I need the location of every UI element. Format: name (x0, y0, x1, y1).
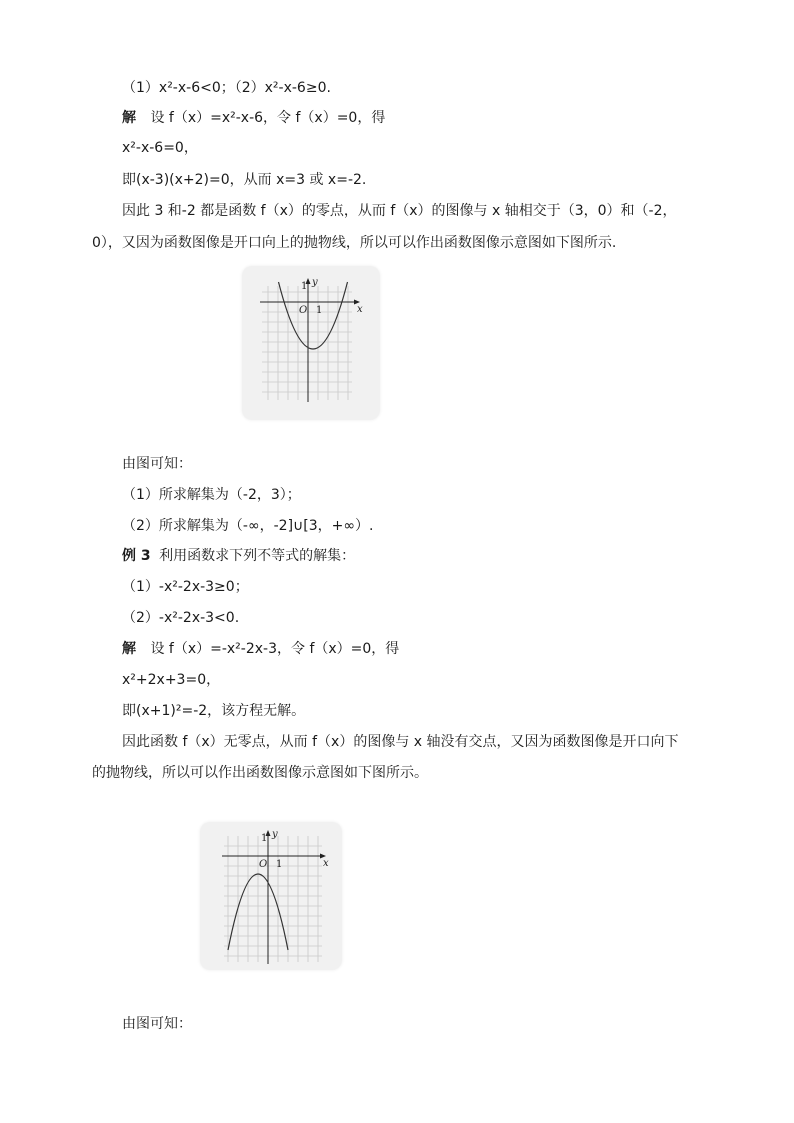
equation-line-2: x²+2x+3=0， (122, 672, 221, 688)
conclusion-intro: 由图可知： (122, 456, 192, 472)
solution-label: 解 (122, 641, 136, 657)
grid (262, 286, 352, 400)
example-label: 例 3 (122, 548, 151, 564)
x-axis-label: x (357, 304, 363, 315)
inequality-problem-line: （1）x²-x-6<0；（2）x²-x-6≥0. (122, 80, 331, 96)
unit-y-label: 1 (301, 281, 308, 292)
completed-square-line: 即(x+1)²=-2，该方程无解。 (122, 703, 306, 719)
conclusion-intro-2: 由图可知： (122, 1016, 192, 1032)
graph-downward-parabola (200, 822, 342, 970)
example-3-heading (122, 546, 355, 566)
unit-y-label: 1 (261, 833, 268, 844)
y-axis-label: y (272, 829, 278, 840)
explanation-line-3: 因此函数 f（x）无零点，从而 f（x）的图像与 x 轴没有交点，又因为函数图像是开口向下 (122, 734, 679, 750)
example-3-part-2: （2）-x²-2x-3<0. (122, 610, 240, 626)
unit-x-label: 1 (276, 859, 283, 870)
factored-line: 即(x-3)(x+2)=0，从而 x=3 或 x=-2. (122, 172, 367, 188)
equation-line: x²-x-6=0， (122, 140, 198, 156)
origin-label: O (259, 859, 268, 870)
example-text: 利用函数求下列不等式的解集： (159, 548, 356, 564)
example-3-part-1: （1）-x²-2x-3≥0； (122, 579, 249, 595)
origin-label: O (299, 305, 308, 316)
grid (224, 836, 322, 962)
solution-text: 设 f（x）=-x²-2x-3，令 f（x）=0，得 (150, 641, 400, 657)
solution-line-2 (122, 639, 399, 659)
answer-1: （1）所求解集为（-2，3）； (122, 487, 301, 503)
explanation-line-4: 的抛物线，所以可以作出函数图像示意图如下图所示。 (92, 765, 428, 781)
explanation-line-1: 因此 3 和-2 都是函数 f（x）的零点，从而 f（x）的图像与 x 轴相交于（3，0）和（-2， (122, 203, 677, 219)
x-axis-label: x (323, 858, 329, 869)
solution-text: 设 f（x）=x²-x-6，令 f（x）=0，得 (150, 110, 386, 126)
y-axis-label: y (312, 277, 318, 288)
explanation-line-2: 0），又因为函数图像是开口向上的抛物线，所以可以作出函数图像示意图如下图所示. (92, 235, 617, 251)
graph-upward-parabola (242, 266, 380, 420)
answer-2: （2）所求解集为（-∞，-2]∪[3，+∞）. (122, 518, 374, 534)
unit-x-label: 1 (316, 305, 323, 316)
solution-label: 解 (122, 110, 136, 126)
solution-line-1 (122, 108, 385, 128)
